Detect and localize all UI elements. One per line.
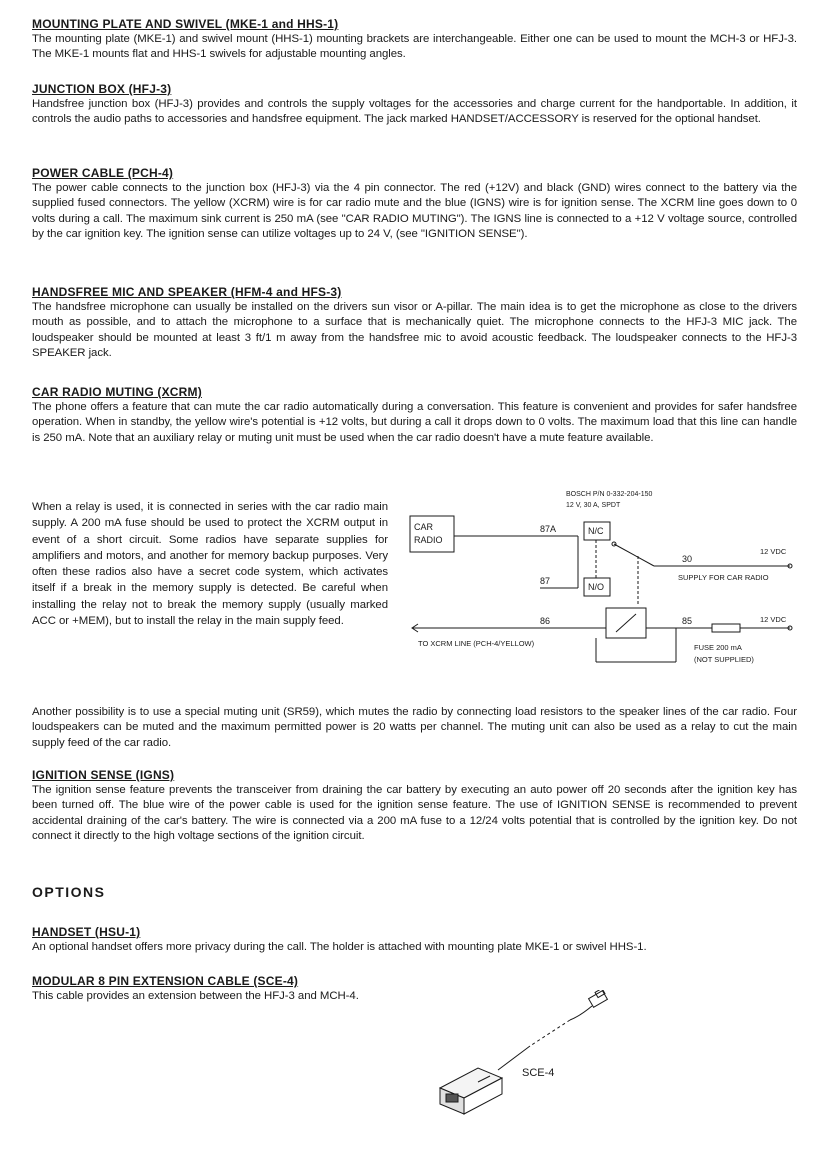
mounting-heading: MOUNTING PLATE AND SWIVEL (MKE-1 and HHS-1) — [32, 17, 339, 31]
section-ignition-sense — [32, 768, 797, 844]
relay-paragraph — [32, 499, 388, 629]
ignition-heading: IGNITION SENSE (IGNS) — [32, 768, 175, 782]
ignition-body: The ignition sense feature prevents the transceiver from draining the car battery by executing an auto power off 20 seconds after the ignition key has been turned off. The blue wire of the power cable is used for the ignition sense feature. The use of IGNITION SENSE is recommended to prevent accidental draining of the car's battery. The wire is connected via a 200 mA fuse to a 12/24 volts potential that is controlled by the ignition key. Do not connect it directly to the high voltage sections of the ignition circuit. — [32, 784, 797, 842]
supply-label: SUPPLY FOR CAR RADIO — [678, 573, 769, 582]
section-mic-speaker — [32, 285, 797, 361]
far-connector-icon — [589, 990, 608, 1007]
cable-heading: MODULAR 8 PIN EXTENSION CABLE (SCE-4) — [32, 974, 299, 988]
section-power-cable — [32, 166, 797, 242]
cable-body: This cable provides an extension between the HFJ-3 and MCH-4. — [32, 990, 359, 1002]
handset-body: An optional handset offers more privacy during the call. The holder is attached with mounting plate MKE-1 or swivel HHS-1. — [32, 941, 647, 953]
car-radio-label-2: RADIO — [414, 535, 443, 545]
modular-jack-icon — [440, 1068, 502, 1114]
vdc-top-label: 12 VDC — [760, 547, 787, 556]
no-label: N/O — [588, 582, 605, 592]
pin-85-label: 85 — [682, 616, 693, 626]
section-mounting — [32, 17, 797, 63]
nc-label: N/C — [588, 526, 604, 536]
section-junction-box — [32, 82, 797, 128]
mic-heading: HANDSFREE MIC AND SPEAKER (HFM-4 and HFS-3) — [32, 285, 342, 299]
fuse-symbol — [712, 624, 740, 632]
section-muting-unit — [32, 705, 797, 751]
extension-cable-illustration — [430, 990, 630, 1120]
mounting-body: The mounting plate (MKE-1) and swivel mount (HHS-1) mounting brackets are interchangeable. Either one can be used to mount the MCH-3 or HFJ-3. The MKE-1 mounts flat and HHS-1 swivels for adjustable mounting angles. — [32, 33, 797, 61]
pin-86-label: 86 — [540, 616, 551, 626]
muting-body: The phone offers a feature that can mute the car radio automatically during a conversation. This feature is convenient and provides for safer handsfree operation. When in standby, the yellow wire's potential is +12 volts, but during a call it drops down to 0 volts. The maximum load that this line can handle is 250 mA. Note that an auxiliary relay or muting unit must be used when the car radio doesn't have a mute feature available. — [32, 401, 797, 444]
options-heading: OPTIONS — [32, 884, 106, 900]
relay-rating: 12 V, 30 A, SPDT — [566, 502, 621, 509]
handset-heading: HANDSET (HSU-1) — [32, 925, 141, 939]
relay-body: When a relay is used, it is connected in series with the car radio main supply. A 200 mA fuse should be used to protect the XCRM output in event of a short circuit. Some radios have separate supplies for amplifiers and motors, and another for memory backup purposes. Very often these radios also have a secret code system, which activates itself if a break in the memory supply is detected. Be careful when installing the relay not to break the memory supply (usually marked ACC or +MEM), but to install the relay in the main supply feed. — [32, 501, 388, 628]
sce4-label: SCE-4 — [522, 1067, 555, 1079]
pin-87-label: 87 — [540, 576, 551, 586]
relay-wiring-diagram — [400, 486, 800, 674]
mic-body: The handsfree microphone can usually be installed on the drivers sun visor or A-pillar. The main idea is to get the microphone as close to the drivers mouth as possible, and to attach the microphone to a surface that is mechanically quiet. The microphone connects to the HFJ-3 MIC jack. The loudspeaker should be mounted at least 3 ft/1 m away from the handsfree mic to avoid acoustic feedback. The loudspeaker connects to the HFJ-3 SPEAKER jack. — [32, 301, 797, 359]
pin-87a-label: 87A — [540, 524, 557, 534]
xcrm-line-label: TO XCRM LINE (PCH-4/YELLOW) — [418, 639, 535, 648]
power-heading: POWER CABLE (PCH-4) — [32, 166, 174, 180]
not-supplied-label: (NOT SUPPLIED) — [694, 655, 754, 664]
vdc-bottom-label: 12 VDC — [760, 615, 787, 624]
power-body: The power cable connects to the junction box (HFJ-3) via the 4 pin connector. The red (+12V) and black (GND) wires connect to the battery via the supplied fused connectors. The yellow (XCRM) wire is for car radio mute and the blue (IGNS) wire is for ignition sense. The XCRM line goes down to 0 volts during a call. The maximum sink current is 250 mA (see "CAR RADIO MUTING"). The IGNS line is connected to a +12 V voltage source, controlled by the car ignition key. The ignition sense can utilize voltages up to 24 V, (see "IGNITION SENSE"). — [32, 182, 797, 240]
section-handset — [32, 925, 797, 955]
junction-heading: JUNCTION BOX (HFJ-3) — [32, 82, 172, 96]
pin-30-label: 30 — [682, 554, 693, 564]
relay-part-number: BOSCH P/N 0-332-204-150 — [566, 491, 653, 498]
muting-heading: CAR RADIO MUTING (XCRM) — [32, 385, 202, 399]
another-body: Another possibility is to use a special muting unit (SR59), which mutes the radio by connecting load resistors to the speaker lines of the car radio. Four loudspeakers can be muted and the maximum permitted power is 20 watts per channel. The muting unit can also be used as a relay to cut the main supply feed of the car radio. — [32, 706, 797, 749]
fuse-label: FUSE 200 mA — [694, 643, 742, 652]
junction-body: Handsfree junction box (HFJ-3) provides and controls the supply voltages for the accessories and charge current for the handportable. In addition, it controls the audio paths to accessories and handsfree equipment. The jack marked HANDSET/ACCESSORY is reserved for the optional handset. — [32, 98, 797, 126]
car-radio-label-1: CAR — [414, 522, 434, 532]
section-extension-cable — [32, 974, 797, 1004]
section-car-radio-muting — [32, 385, 797, 446]
